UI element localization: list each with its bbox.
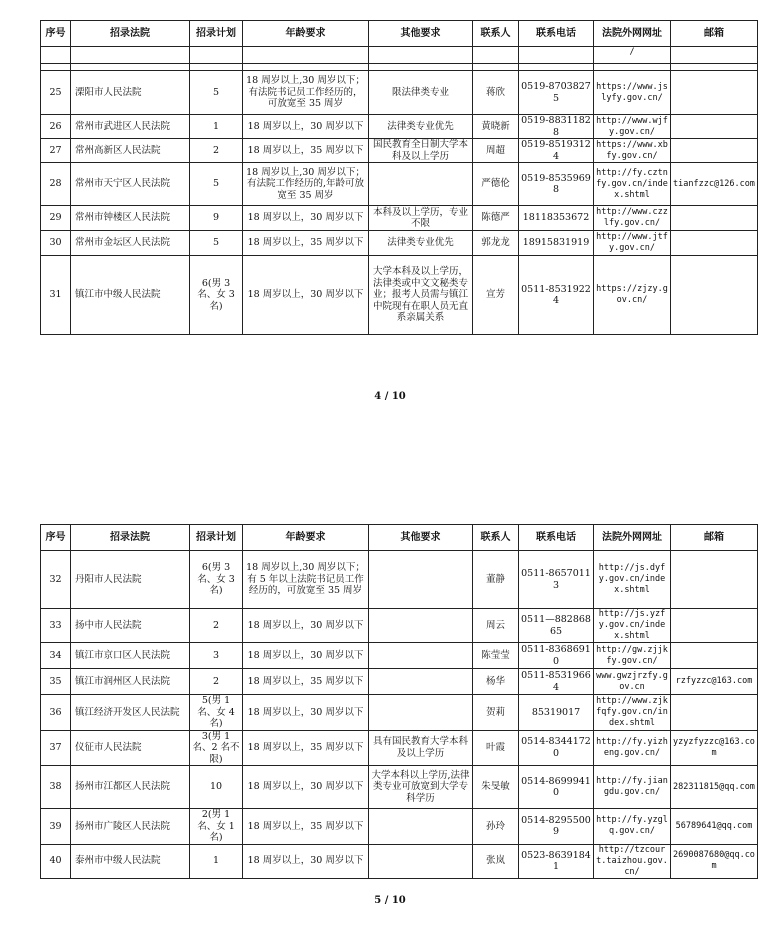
- cell-plan: 2(男 1 名、女 1 名): [190, 809, 243, 845]
- cell-court: 镇江经济开发区人民法院: [71, 695, 190, 731]
- table-page-5: [40, 524, 757, 879]
- cell-contact: 叶霞: [473, 730, 519, 766]
- cell-plan: 2: [190, 669, 243, 695]
- continuation-url: /: [594, 47, 671, 64]
- cell-contact: 孙玲: [473, 809, 519, 845]
- cell-plan: 1: [190, 844, 243, 878]
- cell-url: http://www.wjfy.gov.cn/: [594, 115, 671, 139]
- cell-court: 镇江市中级人民法院: [71, 256, 190, 335]
- cell-no: 37: [41, 730, 71, 766]
- table-row: [41, 669, 758, 695]
- col-header-phone: 联系电话: [519, 21, 594, 47]
- cell-no: 40: [41, 844, 71, 878]
- cell-phone: 0511—88286865: [519, 609, 594, 643]
- cell-contact: 周超: [473, 139, 519, 163]
- header-row: [41, 21, 758, 47]
- cell-other: 具有国民教育大学本科及以上学历: [369, 730, 473, 766]
- cell-other: 大学本科以上学历,法律类专业可放宽到大学专科学历: [369, 766, 473, 809]
- cell-url: http://www.zjkfqfy.gov.cn/index.shtml: [594, 695, 671, 731]
- cell-age: 18 周岁以上，30 周岁以下: [243, 643, 369, 669]
- cell-phone: 0514-82955009: [519, 809, 594, 845]
- cell-age: 18 周岁以上，30 周岁以下: [243, 256, 369, 335]
- cell-age: 18 周岁以上，30 周岁以下: [243, 695, 369, 731]
- cell-age: 18 周岁以上，30 周岁以下: [243, 766, 369, 809]
- cell-contact: 郭龙龙: [473, 231, 519, 256]
- cell-court: 扬州市江都区人民法院: [71, 766, 190, 809]
- cell-age: 18 周岁以上，30 周岁以下: [243, 844, 369, 878]
- cell-email: [671, 231, 758, 256]
- cell-court: 镇江市京口区人民法院: [71, 643, 190, 669]
- cell-email: 56789641@qq.com: [671, 809, 758, 845]
- cell-plan: 3(男 1 名、2 名不限): [190, 730, 243, 766]
- table-row: [41, 139, 758, 163]
- cell-no: 25: [41, 71, 71, 115]
- cell-plan: 5(男 1 名、女 4 名): [190, 695, 243, 731]
- cell-no: 29: [41, 206, 71, 231]
- table-row: [41, 551, 758, 609]
- col-header-court: 招录法院: [71, 525, 190, 551]
- cell-contact: 严德伦: [473, 163, 519, 206]
- cell-no: 39: [41, 809, 71, 845]
- cell-no: 31: [41, 256, 71, 335]
- header-row: [41, 525, 758, 551]
- continuation-row: [41, 47, 758, 64]
- cell-other: [369, 551, 473, 609]
- cell-age: 18 周岁以上，35 周岁以下: [243, 669, 369, 695]
- cell-contact: 宣芳: [473, 256, 519, 335]
- cell-court: 丹阳市人民法院: [71, 551, 190, 609]
- cell-age: 18 周岁以上，30 周岁以下: [243, 115, 369, 139]
- cell-age: 18 周岁以上，30 周岁以下: [243, 206, 369, 231]
- cell-email: [671, 71, 758, 115]
- cell-contact: 蒋欣: [473, 71, 519, 115]
- cell-no: 28: [41, 163, 71, 206]
- table-row: [41, 809, 758, 845]
- cell-age: 18 周岁以上，35 周岁以下: [243, 730, 369, 766]
- cell-plan: 5: [190, 163, 243, 206]
- cell-other: [369, 163, 473, 206]
- cell-no: 36: [41, 695, 71, 731]
- cell-url: https://www.xbfy.gov.cn/: [594, 139, 671, 163]
- col-header-email: 邮箱: [671, 21, 758, 47]
- col-header-contact: 联系人: [473, 525, 519, 551]
- cell-email: 2690087680@qq.com: [671, 844, 758, 878]
- col-header-contact: 联系人: [473, 21, 519, 47]
- cell-url: https://www.jslyfy.gov.cn/: [594, 71, 671, 115]
- cell-other: 大学本科及以上学历，法律类或中文文秘类专业；报考人员需与镇江中院现有在职人员无直系亲属关系: [369, 256, 473, 335]
- cell-contact: 陈莹莹: [473, 643, 519, 669]
- col-header-other: 其他要求: [369, 21, 473, 47]
- col-header-other: 其他要求: [369, 525, 473, 551]
- cell-no: 34: [41, 643, 71, 669]
- cell-age: 18 周岁以上,30 周岁以下；有 5 年以上法院书记员工作经历的，可放宽至 35 周岁: [243, 551, 369, 609]
- table-row: [41, 256, 758, 335]
- cell-other: 法律类专业优先: [369, 231, 473, 256]
- cell-other: 法律类专业优先: [369, 115, 473, 139]
- cell-email: [671, 695, 758, 731]
- col-header-age: 年龄要求: [243, 21, 369, 47]
- cell-court: 镇江市润州区人民法院: [71, 669, 190, 695]
- cell-court: 扬中市人民法院: [71, 609, 190, 643]
- cell-no: 38: [41, 766, 71, 809]
- cell-contact: 张岚: [473, 844, 519, 878]
- cell-contact: 朱旻敏: [473, 766, 519, 809]
- table-page-4: [40, 20, 757, 335]
- cell-plan: 3: [190, 643, 243, 669]
- table-row: [41, 71, 758, 115]
- cell-email: [671, 139, 758, 163]
- cell-no: 27: [41, 139, 71, 163]
- cell-phone: 0519-85193124: [519, 139, 594, 163]
- cell-url: www.gwzjrzfy.gov.cn: [594, 669, 671, 695]
- cell-contact: 陈德严: [473, 206, 519, 231]
- cell-url: http://js.yzfy.gov.cn/index.shtml: [594, 609, 671, 643]
- col-header-phone: 联系电话: [519, 525, 594, 551]
- cell-other: 限法律类专业: [369, 71, 473, 115]
- cell-url: http://gw.zjjkfy.gov.cn/: [594, 643, 671, 669]
- page-number-4: 4 / 10: [374, 391, 406, 402]
- table-row: [41, 730, 758, 766]
- cell-other: [369, 669, 473, 695]
- col-header-email: 邮箱: [671, 525, 758, 551]
- cell-phone: 0511-85319664: [519, 669, 594, 695]
- cell-court: 泰州市中级人民法院: [71, 844, 190, 878]
- cell-no: 33: [41, 609, 71, 643]
- col-header-no: 序号: [41, 21, 71, 47]
- cell-phone: 18118353672: [519, 206, 594, 231]
- cell-other: 本科及以上学历，专业不限: [369, 206, 473, 231]
- cell-contact: 杨华: [473, 669, 519, 695]
- cell-plan: 2: [190, 609, 243, 643]
- cell-url: http://js.dyfy.gov.cn/index.shtml: [594, 551, 671, 609]
- cell-phone: 0523-86391841: [519, 844, 594, 878]
- col-header-url: 法院外网网址: [594, 21, 671, 47]
- table-row: [41, 163, 758, 206]
- cell-age: 18 周岁以上，30 周岁以下: [243, 609, 369, 643]
- table-row: [41, 206, 758, 231]
- cell-plan: 2: [190, 139, 243, 163]
- cell-other: [369, 695, 473, 731]
- cell-url: http://fy.yzglq.gov.cn/: [594, 809, 671, 845]
- cell-contact: 周云: [473, 609, 519, 643]
- cell-email: [671, 609, 758, 643]
- col-header-plan: 招录计划: [190, 21, 243, 47]
- cell-age: 18 周岁以上，35 周岁以下: [243, 231, 369, 256]
- cell-plan: 1: [190, 115, 243, 139]
- cell-phone: 0514-83441720: [519, 730, 594, 766]
- cell-court: 常州高新区人民法院: [71, 139, 190, 163]
- cell-email: [671, 206, 758, 231]
- cell-plan: 9: [190, 206, 243, 231]
- recruitment-table: [40, 524, 758, 879]
- cell-court: 常州市金坛区人民法院: [71, 231, 190, 256]
- cell-contact: 黄晓新: [473, 115, 519, 139]
- table-row: [41, 766, 758, 809]
- cell-email: [671, 551, 758, 609]
- cell-court: 常州市武进区人民法院: [71, 115, 190, 139]
- cell-email: 282311815@qq.com: [671, 766, 758, 809]
- cell-email: [671, 643, 758, 669]
- cell-phone: 0511-83686910: [519, 643, 594, 669]
- cell-plan: 5: [190, 71, 243, 115]
- cell-url: http://fy.cztnfy.gov.cn/index.shtml: [594, 163, 671, 206]
- cell-phone: 0511-86570113: [519, 551, 594, 609]
- cell-phone: 0511-85319224: [519, 256, 594, 335]
- cell-court: 常州市天宁区人民法院: [71, 163, 190, 206]
- cell-court: 常州市钟楼区人民法院: [71, 206, 190, 231]
- cell-phone: 0519-87038275: [519, 71, 594, 115]
- table-row: [41, 609, 758, 643]
- cell-url: https://zjzy.gov.cn/: [594, 256, 671, 335]
- col-header-url: 法院外网网址: [594, 525, 671, 551]
- cell-url: http://www.jtfy.gov.cn/: [594, 231, 671, 256]
- cell-url: http://tzcourt.taizhou.gov.cn/: [594, 844, 671, 878]
- cell-plan: 6(男 3 名、女 3 名): [190, 256, 243, 335]
- cell-email: [671, 256, 758, 335]
- cell-other: 国民教育全日制大学本科及以上学历: [369, 139, 473, 163]
- table-row: [41, 643, 758, 669]
- cell-contact: 董静: [473, 551, 519, 609]
- cell-age: 18 周岁以上,30 周岁以下；有法院书记员工作经历的，可放宽至 35 周岁: [243, 71, 369, 115]
- cell-court: 溧阳市人民法院: [71, 71, 190, 115]
- cell-url: http://fy.yizheng.gov.cn/: [594, 730, 671, 766]
- cell-email: tianfzzc@126.com: [671, 163, 758, 206]
- cell-email: [671, 115, 758, 139]
- cell-plan: 6(男 3 名、女 3 名): [190, 551, 243, 609]
- col-header-plan: 招录计划: [190, 525, 243, 551]
- cell-contact: 贺莉: [473, 695, 519, 731]
- cell-no: 32: [41, 551, 71, 609]
- cell-phone: 0519-88311828: [519, 115, 594, 139]
- cell-other: [369, 844, 473, 878]
- cell-url: http://www.czzlfy.gov.cn/: [594, 206, 671, 231]
- cell-court: 仪征市人民法院: [71, 730, 190, 766]
- cell-url: http://fy.jiangdu.gov.cn/: [594, 766, 671, 809]
- table-row: [41, 231, 758, 256]
- cell-phone: 0514-86999410: [519, 766, 594, 809]
- page-number-5: 5 / 10: [374, 895, 406, 906]
- cell-phone: 18915831919: [519, 231, 594, 256]
- col-header-court: 招录法院: [71, 21, 190, 47]
- col-header-age: 年龄要求: [243, 525, 369, 551]
- cell-email: yzyzfyzzc@163.com: [671, 730, 758, 766]
- cell-other: [369, 809, 473, 845]
- cell-plan: 10: [190, 766, 243, 809]
- table-row: [41, 695, 758, 731]
- cell-other: [369, 609, 473, 643]
- cell-age: 18 周岁以上,30 周岁以下；有法院工作经历的,年龄可放宽至 35 周岁: [243, 163, 369, 206]
- cell-plan: 5: [190, 231, 243, 256]
- cell-no: 30: [41, 231, 71, 256]
- cell-other: [369, 643, 473, 669]
- col-header-no: 序号: [41, 525, 71, 551]
- cell-phone: 0519-85359698: [519, 163, 594, 206]
- table-row: [41, 844, 758, 878]
- table-row: [41, 115, 758, 139]
- cell-no: 35: [41, 669, 71, 695]
- cell-email: rzfyzzc@163.com: [671, 669, 758, 695]
- cell-age: 18 周岁以上，35 周岁以下: [243, 139, 369, 163]
- cell-court: 扬州市广陵区人民法院: [71, 809, 190, 845]
- cell-age: 18 周岁以上，35 周岁以下: [243, 809, 369, 845]
- cell-phone: 85319017: [519, 695, 594, 731]
- cell-no: 26: [41, 115, 71, 139]
- recruitment-table: [40, 20, 758, 335]
